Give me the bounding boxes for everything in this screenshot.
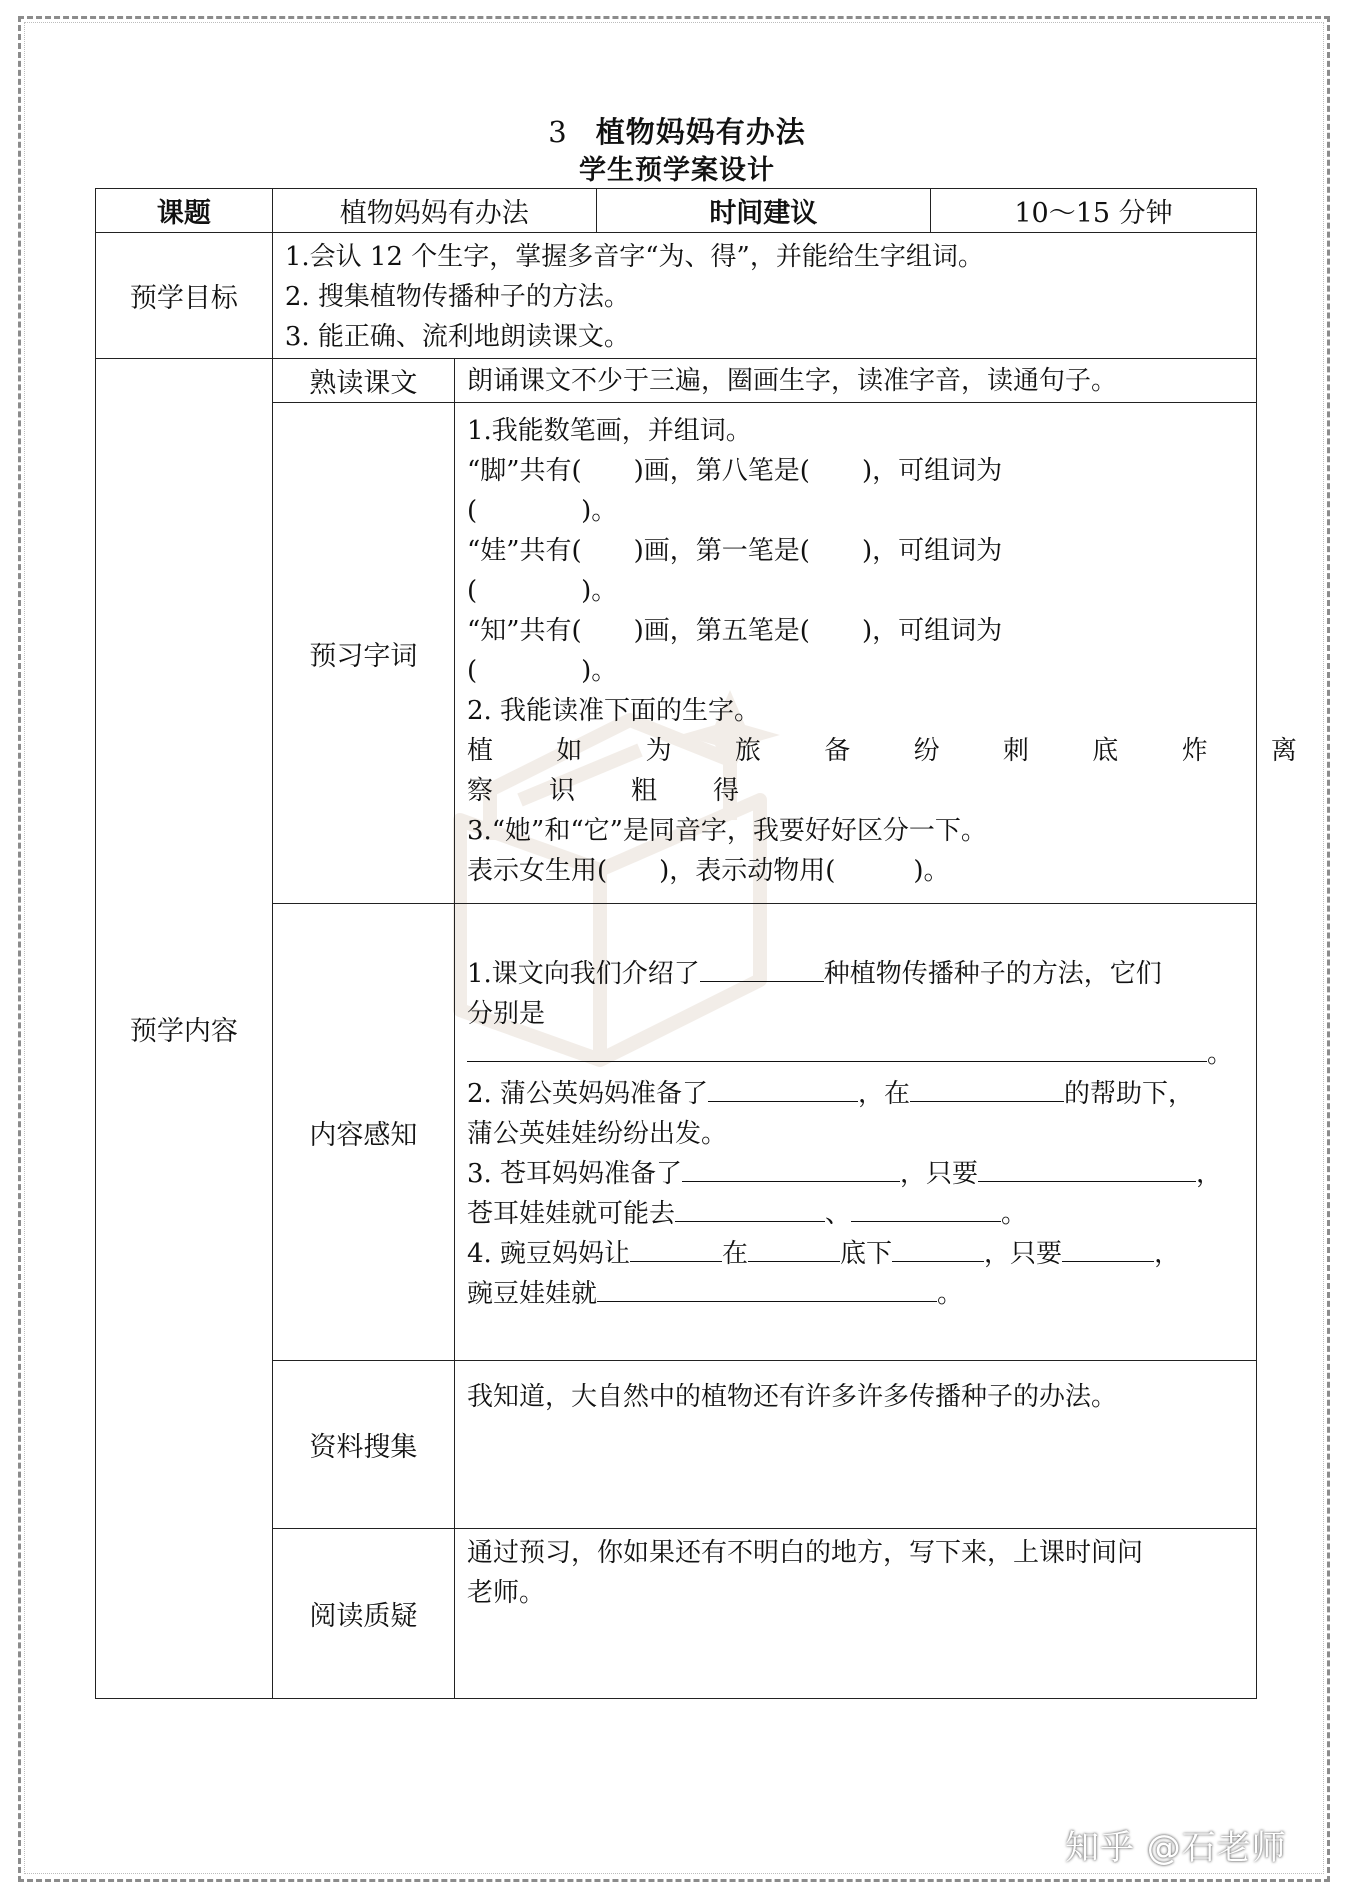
vocab-line: “知”共有( )画，第五笔是( )，可组词为 [466,616,1003,646]
new-char: 旅 [734,736,761,766]
new-char: 刺 [1002,736,1029,766]
comprehension-content: 1.课文向我们介绍了 种植物传播种子的方法，它们 分别是 。 2. 蒲公英妈妈准备了 ，在 的帮助下， 蒲公英娃娃纷纷出发。 3. 苍耳妈妈准备了 ，只要 ， 苍耳娃娃就可能去 、 。 4. 豌豆妈妈让 在 底下 ，只要 ， 豌豆娃娃就 。 [454,904,1256,1361]
vocab-line: “脚”共有( )画，第八笔是( )，可组词为 [466,456,1003,486]
lesson-number: 3 [548,115,568,149]
topic-row [96,189,1257,233]
study-plan-table [95,188,1297,1699]
new-char: 备 [824,736,851,766]
answer-blank[interactable] [708,1077,858,1102]
new-char: 察 [466,776,493,806]
vocab-line: “娃”共有( )画，第一笔是( )，可组词为 [466,536,1003,566]
answer-blank[interactable] [682,1157,900,1182]
answer-blank[interactable] [1062,1237,1154,1262]
goal-item: 2. 搜集植物传播种子的方法。 [284,282,630,312]
answer-blank[interactable] [630,1237,722,1262]
new-chars-row-2 [467,771,1246,811]
answer-blank[interactable] [748,1237,840,1262]
vocab-line: ( )。 [466,496,618,526]
vocab-line: 3.“她”和“它”是同音字，我要好好区分一下。 [466,816,987,846]
read-text-instruction: 朗诵课文不少于三遍，圈画生字，读准字音，读通句子。 [454,359,1256,403]
question-2: 2. 蒲公英妈妈准备了 ，在 的帮助下， [466,1079,1195,1109]
vocab-content [454,403,1297,904]
new-char: 植 [466,736,493,766]
topic-value: 植物妈妈有办法 [272,189,596,233]
question-3: 3. 苍耳妈妈准备了 ，只要 ， [466,1159,1223,1189]
read-text-row [96,359,1257,403]
questions-label: 阅读质疑 [272,1529,454,1699]
page-subtitle: 学生预学案设计 [579,155,775,186]
question-1-answer: 。 [467,1034,1246,1074]
new-char: 识 [548,776,575,806]
answer-blank[interactable] [700,957,824,982]
new-char: 得 [712,776,739,806]
question-4-cont: 豌豆娃娃就 。 [466,1279,963,1309]
new-char: 离 [1270,736,1297,766]
research-text: 我知道，大自然中的植物还有许多许多传播种子的办法。 [454,1361,1256,1529]
answer-blank[interactable] [892,1237,984,1262]
vocab-line: 1.我能数笔画，并组词。 [466,416,752,446]
source-watermark: 知乎 @石老师 [1065,1828,1287,1868]
vocab-line: ( )。 [466,576,618,606]
goals-list [272,233,1256,359]
new-char: 如 [556,736,583,766]
new-char: 粗 [630,776,657,806]
answer-blank[interactable] [597,1277,937,1302]
new-char: 炸 [1181,736,1208,766]
research-label: 资料搜集 [272,1361,454,1529]
questions-content: 通过预习，你如果还有不明白的地方，写下来，上课时间问 老师。 [454,1529,1256,1699]
goal-item: 1.会认 12 个生字，掌握多音字“为、得”，并能给生字组词。 [284,242,984,272]
new-char: 纷 [913,736,940,766]
content-label: 预学内容 [96,359,273,1699]
answer-blank[interactable] [851,1197,1001,1222]
goals-row [96,233,1257,359]
question-4: 4. 豌豆妈妈让 在 底下 ，只要 ， [466,1239,1181,1269]
new-chars-row-1 [467,731,1297,771]
new-char: 为 [645,736,672,766]
vocab-label: 预习字词 [272,403,454,904]
question-3-cont: 苍耳娃娃就可能去 、 。 [466,1199,1027,1229]
read-text-label: 熟读课文 [272,359,454,403]
vocab-line: 表示女生用( )，表示动物用( )。 [466,856,950,886]
time-label: 时间建议 [596,189,930,233]
lesson-heading [0,110,1354,151]
answer-blank[interactable] [978,1157,1196,1182]
answer-blank[interactable] [675,1197,825,1222]
lesson-title: 植物妈妈有办法 [595,115,806,149]
question-1: 1.课文向我们介绍了 种植物传播种子的方法，它们 [466,959,1162,989]
vocab-line: 2. 我能读准下面的生字。 [466,696,761,726]
answer-blank[interactable] [467,1037,1207,1062]
answer-blank[interactable] [910,1077,1064,1102]
vocab-line: ( )。 [466,656,618,686]
new-char: 底 [1092,736,1119,766]
time-value: 10～15 分钟 [931,189,1257,233]
goal-item: 3. 能正确、流利地朗读课文。 [284,322,630,352]
goals-label: 预学目标 [96,233,273,359]
comprehension-label: 内容感知 [272,904,454,1361]
topic-label: 课题 [96,189,273,233]
